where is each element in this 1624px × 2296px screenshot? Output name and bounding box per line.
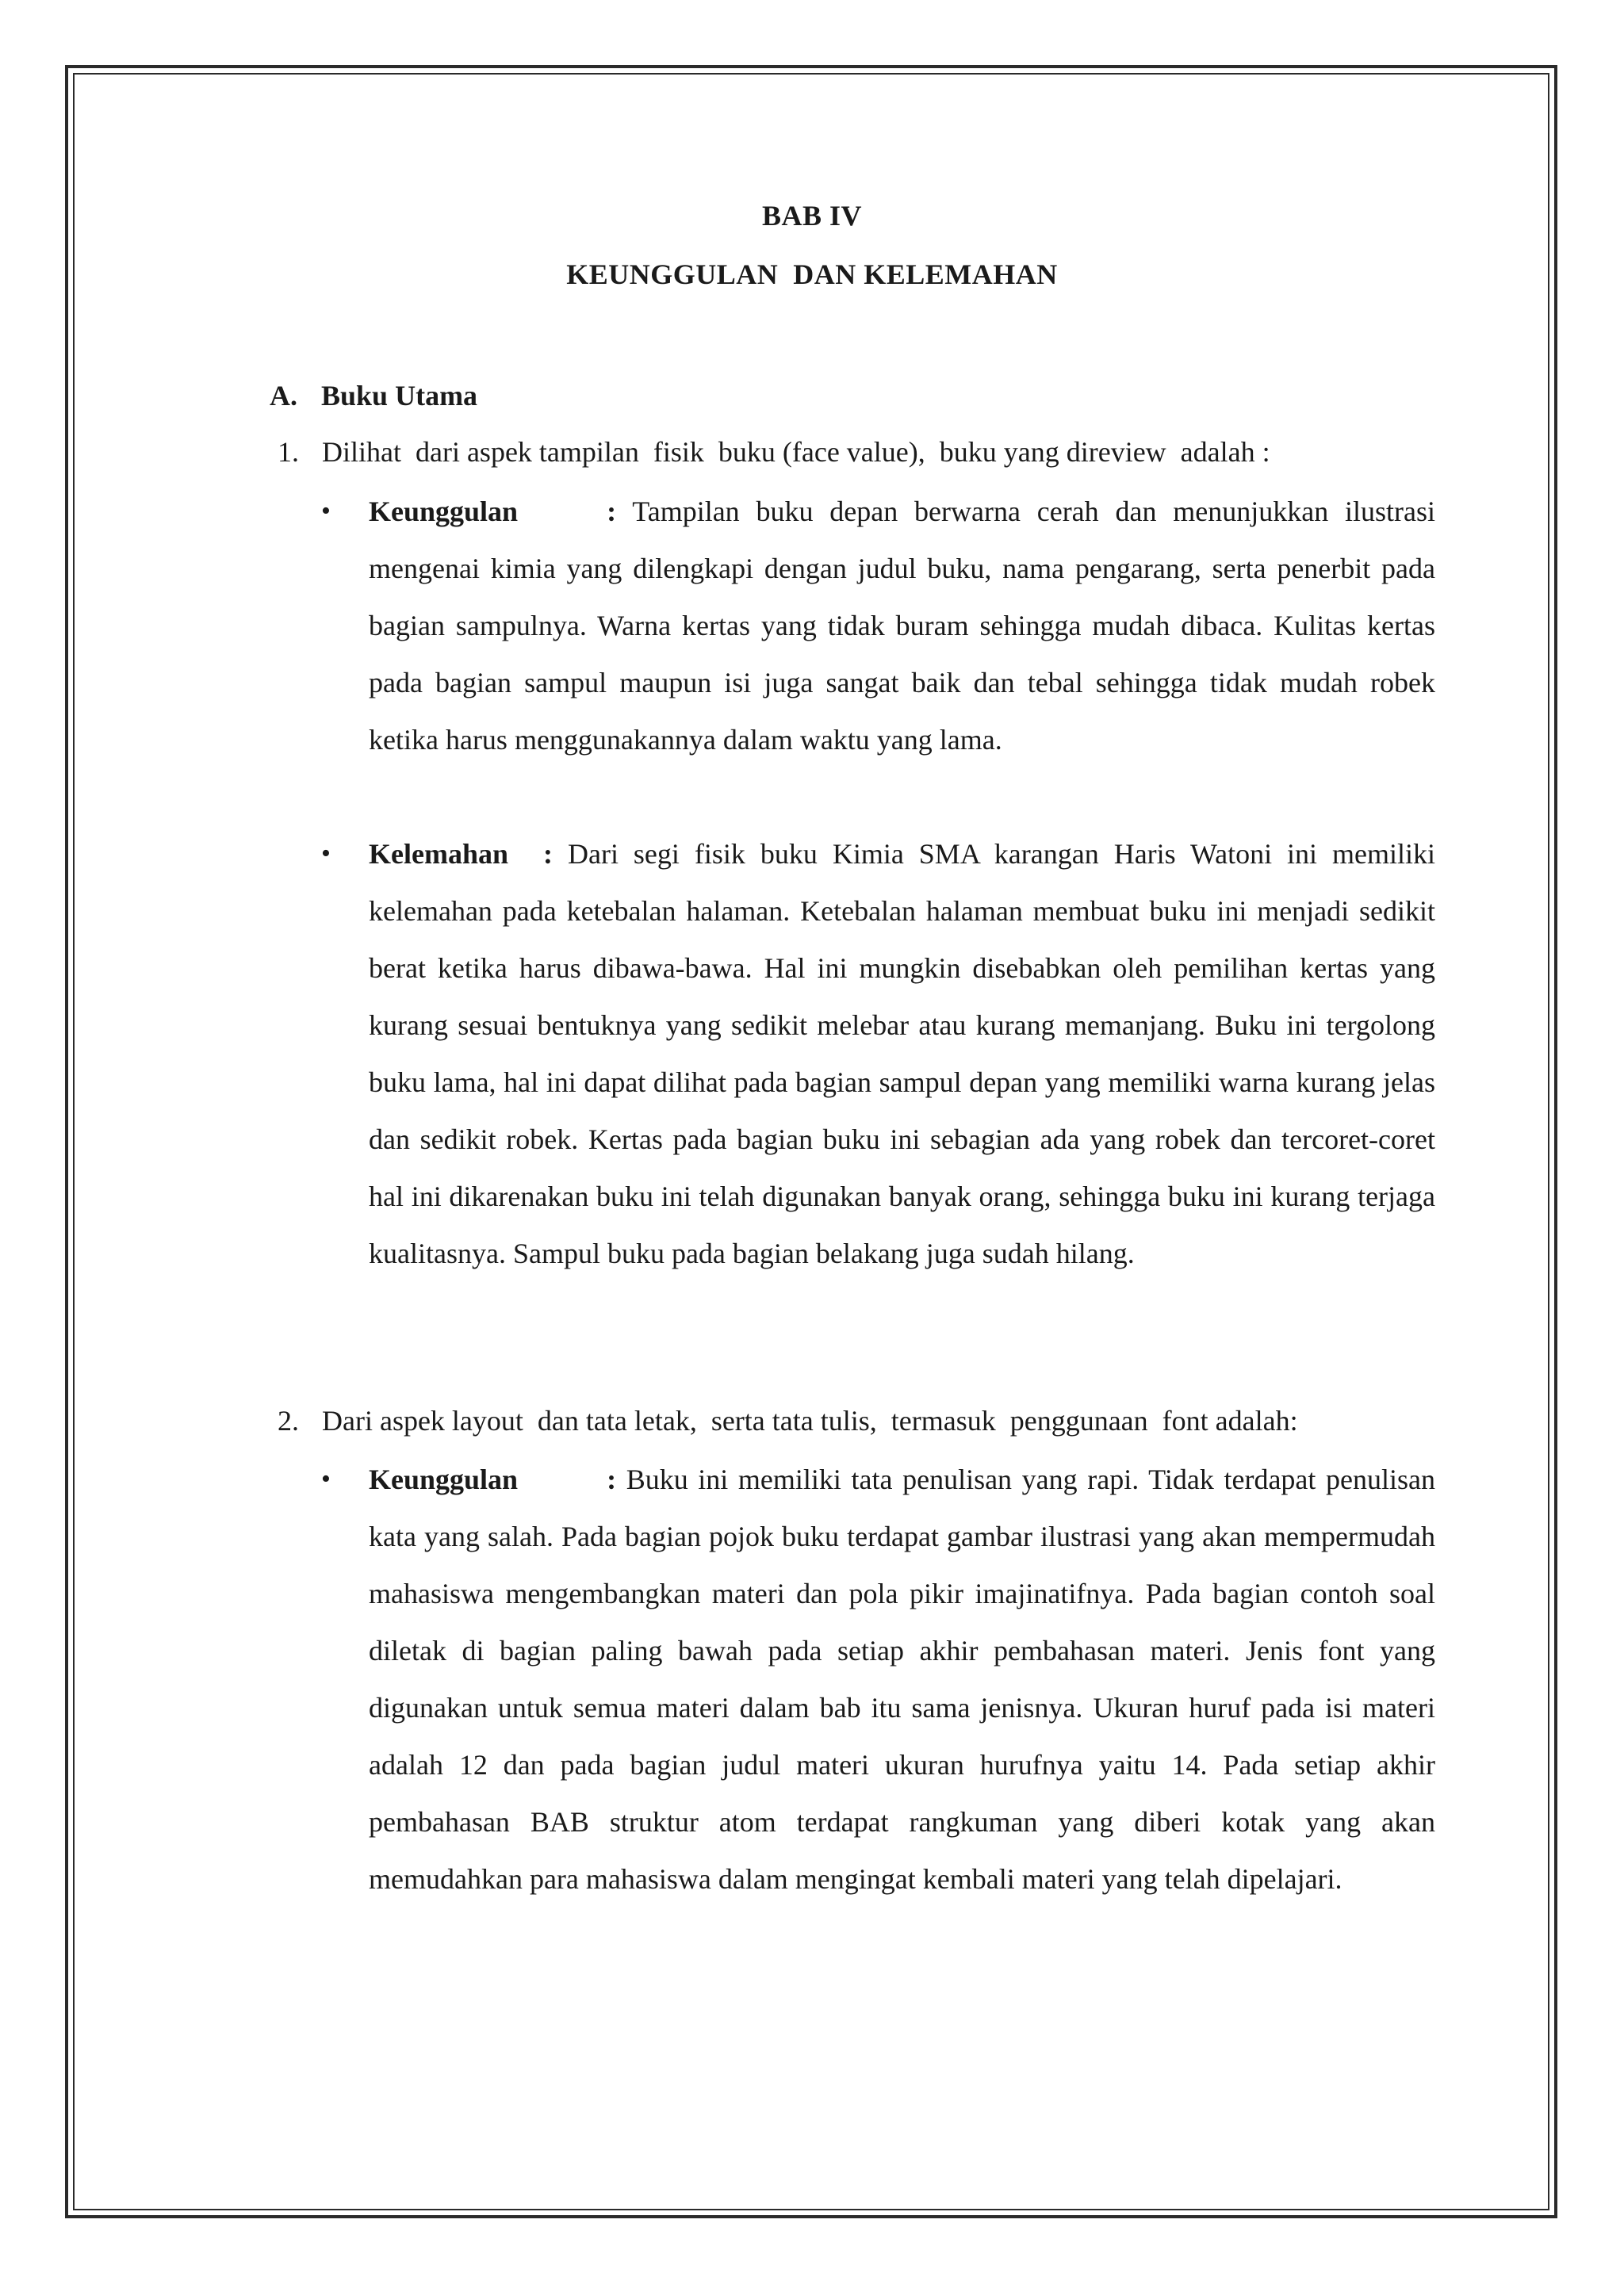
bullet-label: Keunggulan [369,1464,519,1495]
bullet-icon: • [321,839,331,868]
bullet-colon: : [543,838,553,870]
bullet-paragraph [369,825,1435,1282]
item-text: Dari aspek layout dan tata letak, serta tata tulis, termasuk penggunaan font adalah: [322,1405,1298,1437]
numbered-item-1 [278,434,1435,469]
bullet-label: Keunggulan [369,496,519,527]
bullet-body: Buku ini memiliki tata penulisan yang rapi. Tidak terdapat penulisan kata yang salah. Pada bagian pojok buku terdapat gambar ilustrasi yang akan mempermudah mahasiswa mengembangkan materi dan pola pikir imajinatifnya. Pada bagian contoh soal diletak di bagian paling bawah pada setiap akhir pembahasan materi. Jenis font yang digunakan untuk semua materi dalam bab itu sama jenisnya. Ukuran huruf pada isi materi adalah 12 dan pada bagian judul materi ukuran hurufnya yaitu 14. Pada setiap akhir pembahasan BAB struktur atom terdapat rangkuman yang diberi kotak yang akan memudahkan para mahasiswa dalam mengingat kembali materi yang telah dipelajari. [369,1464,1435,1895]
bullet-item-keunggulan-2 [321,1451,1435,1908]
section-heading [270,378,477,413]
bullet-label: Kelemahan [369,838,508,870]
bullet-paragraph [369,483,1435,768]
item-number: 1. [278,436,299,468]
chapter-title: KEUNGGULAN DAN KELEMAHAN [566,258,1058,290]
bullet-item-kelemahan [321,825,1435,1282]
numbered-item-2 [278,1403,1435,1438]
bullet-icon: • [321,496,331,526]
chapter-number: BAB IV [761,200,863,232]
section-title: Buku Utama [321,380,478,411]
bullet-body: Tampilan buku depan berwarna cerah dan menunjukkan ilustrasi mengenai kimia yang dilengkapi dengan judul buku, nama pengarang, serta penerbit pada bagian sampulnya. Warna kertas yang tidak buram sehingga mudah dibaca. Kulitas kertas pada bagian sampul maupun isi juga sangat baik dan tebal sehingga tidak mudah robek ketika harus menggunakannya dalam waktu yang lama. [369,496,1435,756]
item-number: 2. [278,1405,299,1437]
bullet-body: Dari segi fisik buku Kimia SMA karangan Haris Watoni ini memiliki kelemahan pada ketebalan halaman. Ketebalan halaman membuat buku ini menjadi sedikit berat ketika harus dibawa-bawa. Hal ini mungkin disebabkan oleh pemilihan kertas yang kurang sesuai bentuknya yang sedikit melebar atau kurang memanjang. Buku ini tergolong buku lama, hal ini dapat dilihat pada bagian sampul depan yang memiliki warna kurang jelas dan sedikit robek. Kertas pada bagian buku ini sebagian ada yang robek dan tercoret-coret hal ini dikarenakan buku ini telah digunakan banyak orang, sehingga buku ini kurang terjaga kualitasnya. Sampul buku pada bagian belakang juga sudah hilang. [369,838,1436,1269]
bullet-icon: • [321,1464,331,1494]
bullet-colon: : [607,1464,617,1495]
item-text: Dilihat dari aspek tampilan fisik buku (face value), buku yang direview adalah : [322,436,1270,468]
bullet-item-keunggulan-1 [321,483,1435,768]
section-letter: A. [270,380,297,411]
bullet-colon: : [607,496,617,527]
bullet-paragraph [369,1451,1435,1908]
